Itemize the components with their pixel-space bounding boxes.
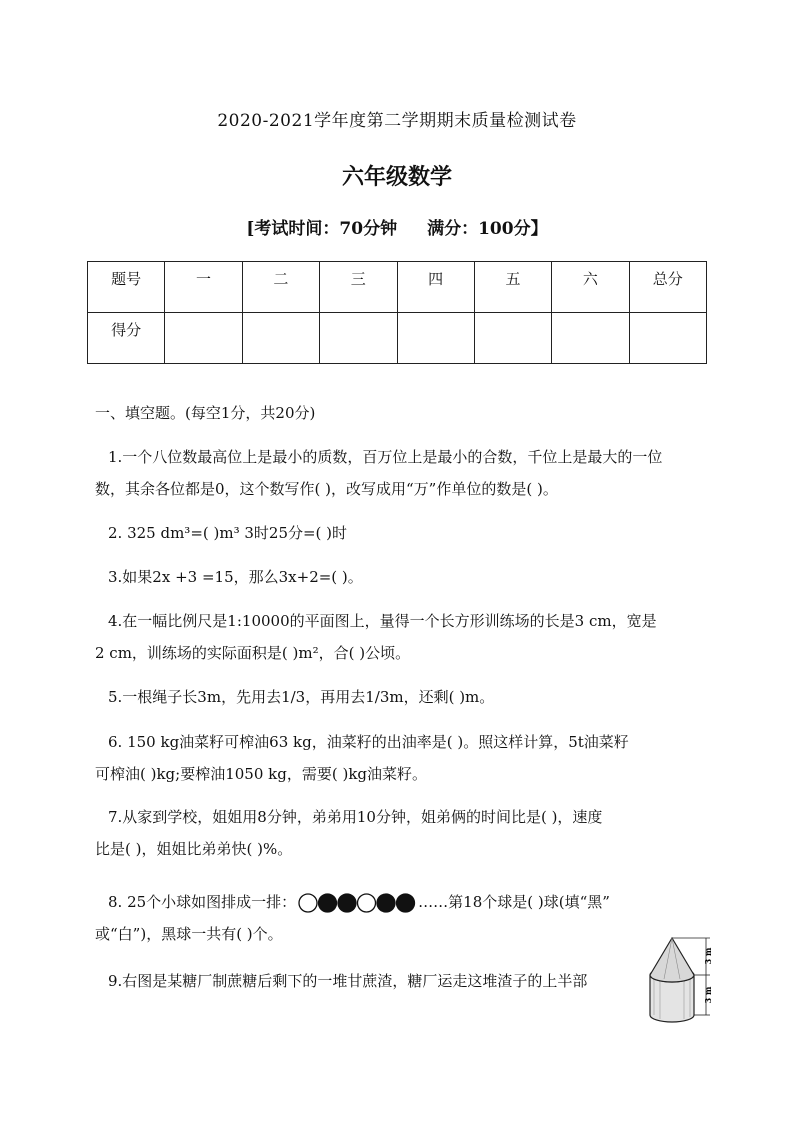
cone-cylinder-figure — [644, 935, 714, 1027]
score-table-header-row — [88, 262, 707, 313]
question-text: 9.右图是某糖厂制蔗糖后剩下的一堆甘蔗渣，糖厂运走这堆渣子的上半部 — [108, 972, 588, 990]
score-row-label: 得分 — [88, 313, 165, 364]
score-table-cell: 三 — [320, 262, 397, 313]
score-cell[interactable] — [474, 313, 551, 364]
black-ball — [377, 894, 395, 912]
question-text: 6. 150 kg油菜籽可榨油63 kg，油菜籽的出油率是( )。照这样计算，5t油菜籽 — [108, 733, 629, 751]
ball-pattern — [298, 893, 416, 913]
cone-height-label: 3 m — [703, 947, 713, 965]
question-8 — [95, 886, 705, 950]
subject-title: 六年级数学 — [341, 164, 452, 190]
score-table-cell: 一 — [165, 262, 242, 313]
question-text: 3.如果2x +3 =15，那么3x+2=( )。 — [108, 568, 363, 586]
score-cell[interactable] — [629, 313, 706, 364]
white-ball — [358, 894, 376, 912]
question-5 — [95, 681, 705, 713]
score-table-score-row — [88, 313, 707, 364]
question-text: 比是( )，姐姐比弟弟快( )%。 — [95, 840, 293, 858]
score-table-cell: 四 — [397, 262, 474, 313]
score-table-cell: 总分 — [629, 262, 706, 313]
score-table — [87, 261, 707, 364]
question-7 — [95, 801, 705, 865]
score-cell[interactable] — [165, 313, 242, 364]
question-9 — [95, 965, 705, 997]
question-text: 1.一个八位数最高位上是最小的质数，百万位上是最小的合数，千位上是最大的一位 — [108, 448, 663, 466]
question-2 — [95, 517, 705, 549]
question-text: 数，其余各位都是0，这个数写作( )，改写成用“万”作单位的数是( )。 — [95, 480, 558, 498]
cylinder-height-label: 3 m — [703, 986, 713, 1004]
score-cell[interactable] — [242, 313, 319, 364]
cone-body — [650, 938, 694, 982]
score-info: 满分：100分】 — [427, 219, 548, 239]
exam-title: 2020-2021学年度第二学期期末质量检测试卷 — [217, 111, 577, 131]
question-3 — [95, 561, 705, 593]
time-info: [考试时间：70分钟 — [246, 219, 398, 239]
score-table-cell: 二 — [242, 262, 319, 313]
question-text: 2 cm，训练场的实际面积是( )m²，合( )公顷。 — [95, 644, 411, 662]
score-cell[interactable] — [397, 313, 474, 364]
exam-info — [0, 214, 794, 239]
question-1 — [95, 441, 705, 505]
question-text: 5.一根绳子长3m，先用去1/3，再用去1/3m，还剩( )m。 — [108, 688, 495, 706]
black-ball — [319, 894, 337, 912]
score-table-cell: 六 — [552, 262, 629, 313]
section-title: 一、填空题。(每空1分，共20分) — [95, 404, 316, 422]
score-cell[interactable] — [320, 313, 397, 364]
question-text: 4.在一幅比例尺是1:10000的平面图上，量得一个长方形训练场的长是3 cm，宽是 — [108, 612, 657, 630]
black-ball — [397, 894, 415, 912]
question-text: 7.从家到学校，姐姐用8分钟，弟弟用10分钟，姐弟俩的时间比是( )，速度 — [108, 808, 603, 826]
question-6 — [95, 726, 705, 790]
q8-prefix: 8. 25个小球如图排成一排： — [108, 893, 297, 911]
black-ball — [338, 894, 356, 912]
white-ball — [299, 894, 317, 912]
question-text: 或“白”)，黑球一共有( )个。 — [95, 925, 283, 943]
question-text: 2. 325 dm³=( )m³ 3时25分=( )时 — [108, 524, 348, 542]
q8-suffix: ……第18个球是( )球(填“黑” — [418, 893, 610, 911]
score-table-cell: 题号 — [88, 262, 165, 313]
question-text: 可榨油( )kg;要榨油1050 kg，需要( )kg油菜籽。 — [95, 765, 428, 783]
question-4 — [95, 605, 705, 669]
score-cell[interactable] — [552, 313, 629, 364]
question-text — [95, 886, 705, 918]
score-table-cell: 五 — [474, 262, 551, 313]
